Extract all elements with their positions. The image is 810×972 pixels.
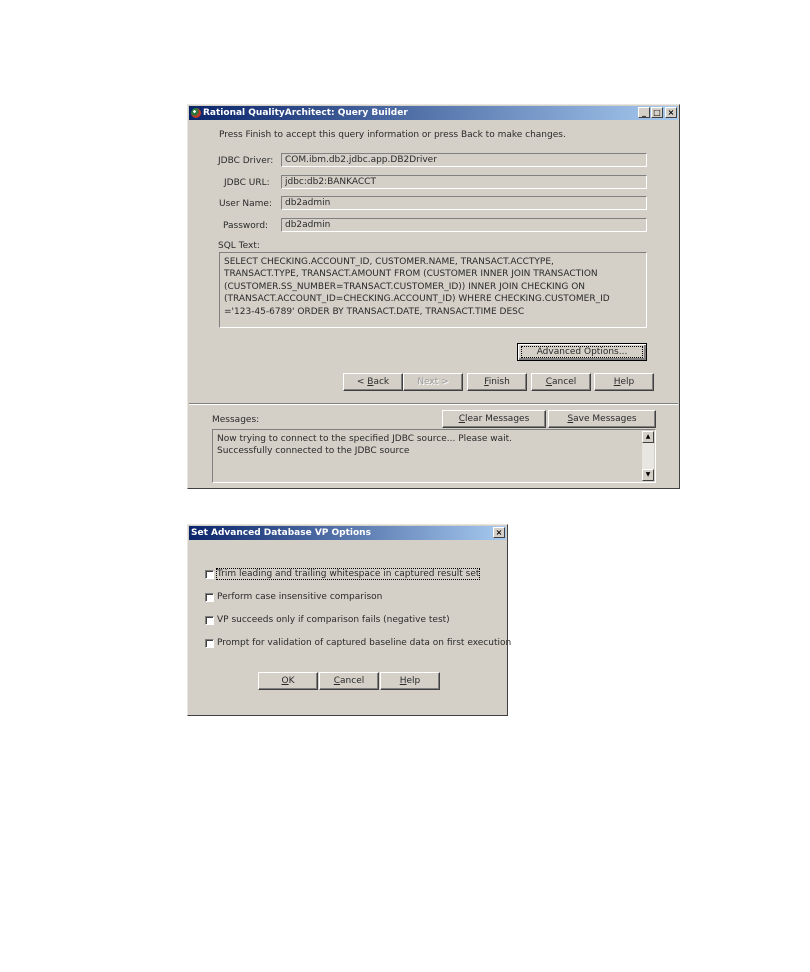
jdbc-driver-field: COM.ibm.db2.jdbc.app.DB2Driver [281, 153, 647, 167]
close-icon[interactable]: × [665, 107, 677, 118]
scroll-up-icon[interactable]: ▲ [642, 431, 654, 443]
messages-label: Messages: [212, 415, 260, 425]
help-button[interactable] [594, 373, 654, 391]
sql-line: SELECT CHECKING.ACCOUNT_ID, CUSTOMER.NAME, TRANSACT.ACCTYPE, [224, 257, 554, 267]
maximize-icon[interactable]: □ [651, 107, 663, 118]
jdbc-driver-label: JDBC Driver: [218, 156, 274, 166]
advanced-dialog-title: Set Advanced Database VP Options [191, 528, 371, 538]
back-prefix: < [356, 377, 368, 387]
advanced-cancel-mnemonic: C [333, 676, 341, 686]
query-builder-titlebar[interactable] [189, 106, 678, 120]
message-line: Successfully connected to the JDBC source [217, 446, 410, 456]
cancel-mnemonic: C [545, 377, 553, 387]
prompt-validation-checkbox[interactable] [205, 639, 214, 648]
help-mnemonic: H [613, 377, 621, 387]
advanced-help-mnemonic: H [399, 676, 407, 686]
jdbc-url-field: jdbc:db2:BANKACCT [281, 175, 647, 189]
finish-button[interactable] [467, 373, 527, 391]
query-builder-window [187, 104, 680, 489]
cancel-button[interactable] [531, 373, 591, 391]
rational-app-icon [191, 108, 201, 118]
save-messages-button[interactable] [548, 410, 656, 428]
sql-text-area [219, 252, 647, 328]
advanced-dialog-titlebar[interactable] [189, 526, 506, 540]
help-suffix: elp [620, 377, 635, 387]
messages-area[interactable] [212, 429, 656, 483]
ok-mnemonic: O [281, 676, 289, 686]
cancel-suffix: ancel [552, 377, 577, 387]
sql-line: TRANSACT.TYPE, TRANSACT.AMOUNT FROM (CUSTOMER INNER JOIN TRANSACTION [224, 269, 598, 280]
back-suffix: ack [373, 377, 390, 387]
prompt-validation-label[interactable]: Prompt for validation of captured baseline data on first execution [217, 638, 512, 648]
back-button[interactable] [343, 373, 403, 391]
window-title: Rational QualityArchitect: Query Builder [203, 108, 408, 118]
sql-line: (CUSTOMER.SS_NUMBER=TRANSACT.CUSTOMER_ID)) INNER JOIN CHECKING ON [224, 281, 586, 292]
instructions-text: Press Finish to accept this query information or press Back to make changes. [219, 130, 566, 140]
advanced-options-label: Advanced Options... [536, 347, 628, 357]
sql-line: ='123-45-6789' ORDER BY TRANSACT.DATE, TRANSACT.TIME DESC [224, 306, 525, 317]
ok-button[interactable] [258, 672, 318, 690]
finish-suffix: inish [488, 377, 510, 387]
clear-messages-button[interactable] [442, 410, 546, 428]
next-button[interactable] [403, 373, 463, 391]
password-field: db2admin [281, 218, 647, 232]
sql-line: (TRANSACT.ACCOUNT_ID=CHECKING.ACCOUNT_ID) WHERE CHECKING.CUSTOMER_ID [224, 294, 610, 305]
clear-suffix: lear Messages [465, 414, 530, 424]
scroll-down-icon[interactable]: ▼ [642, 469, 654, 481]
advanced-cancel-button[interactable] [319, 672, 379, 690]
messages-scrollbar[interactable] [642, 431, 654, 481]
password-label: Password: [223, 221, 269, 231]
case-insensitive-checkbox[interactable] [205, 593, 214, 602]
back-mnemonic: B [367, 377, 374, 387]
trim-whitespace-label[interactable]: Trim leading and trailing whitespace in captured result set [217, 569, 480, 579]
sql-text-label: SQL Text: [218, 241, 260, 251]
advanced-help-button[interactable] [380, 672, 440, 690]
case-insensitive-label[interactable]: Perform case insensitive comparison [217, 592, 383, 602]
jdbc-url-label: JDBC URL: [224, 178, 270, 188]
negative-test-label[interactable]: VP succeeds only if comparison fails (negative test) [217, 615, 450, 625]
advanced-cancel-suffix: ancel [340, 676, 365, 686]
finish-mnemonic: F [484, 377, 489, 387]
next-label: Next > [417, 377, 449, 387]
negative-test-checkbox[interactable] [205, 616, 214, 625]
user-name-field: db2admin [281, 196, 647, 210]
user-name-label: User Name: [219, 199, 272, 209]
trim-whitespace-checkbox[interactable] [205, 570, 214, 579]
save-suffix: ave Messages [573, 414, 637, 424]
save-mnemonic: S [567, 414, 574, 424]
ok-suffix: K [288, 676, 295, 686]
message-line: Now trying to connect to the specified JDBC source... Please wait. [217, 434, 513, 444]
close-icon[interactable]: × [493, 527, 505, 538]
advanced-options-dialog [187, 524, 512, 716]
clear-mnemonic: C [458, 414, 466, 424]
focus-rectangle [521, 346, 643, 358]
messages-separator [189, 403, 678, 405]
minimize-icon[interactable]: _ [638, 107, 650, 118]
advanced-help-suffix: elp [406, 676, 421, 686]
advanced-options-button[interactable] [517, 343, 647, 361]
